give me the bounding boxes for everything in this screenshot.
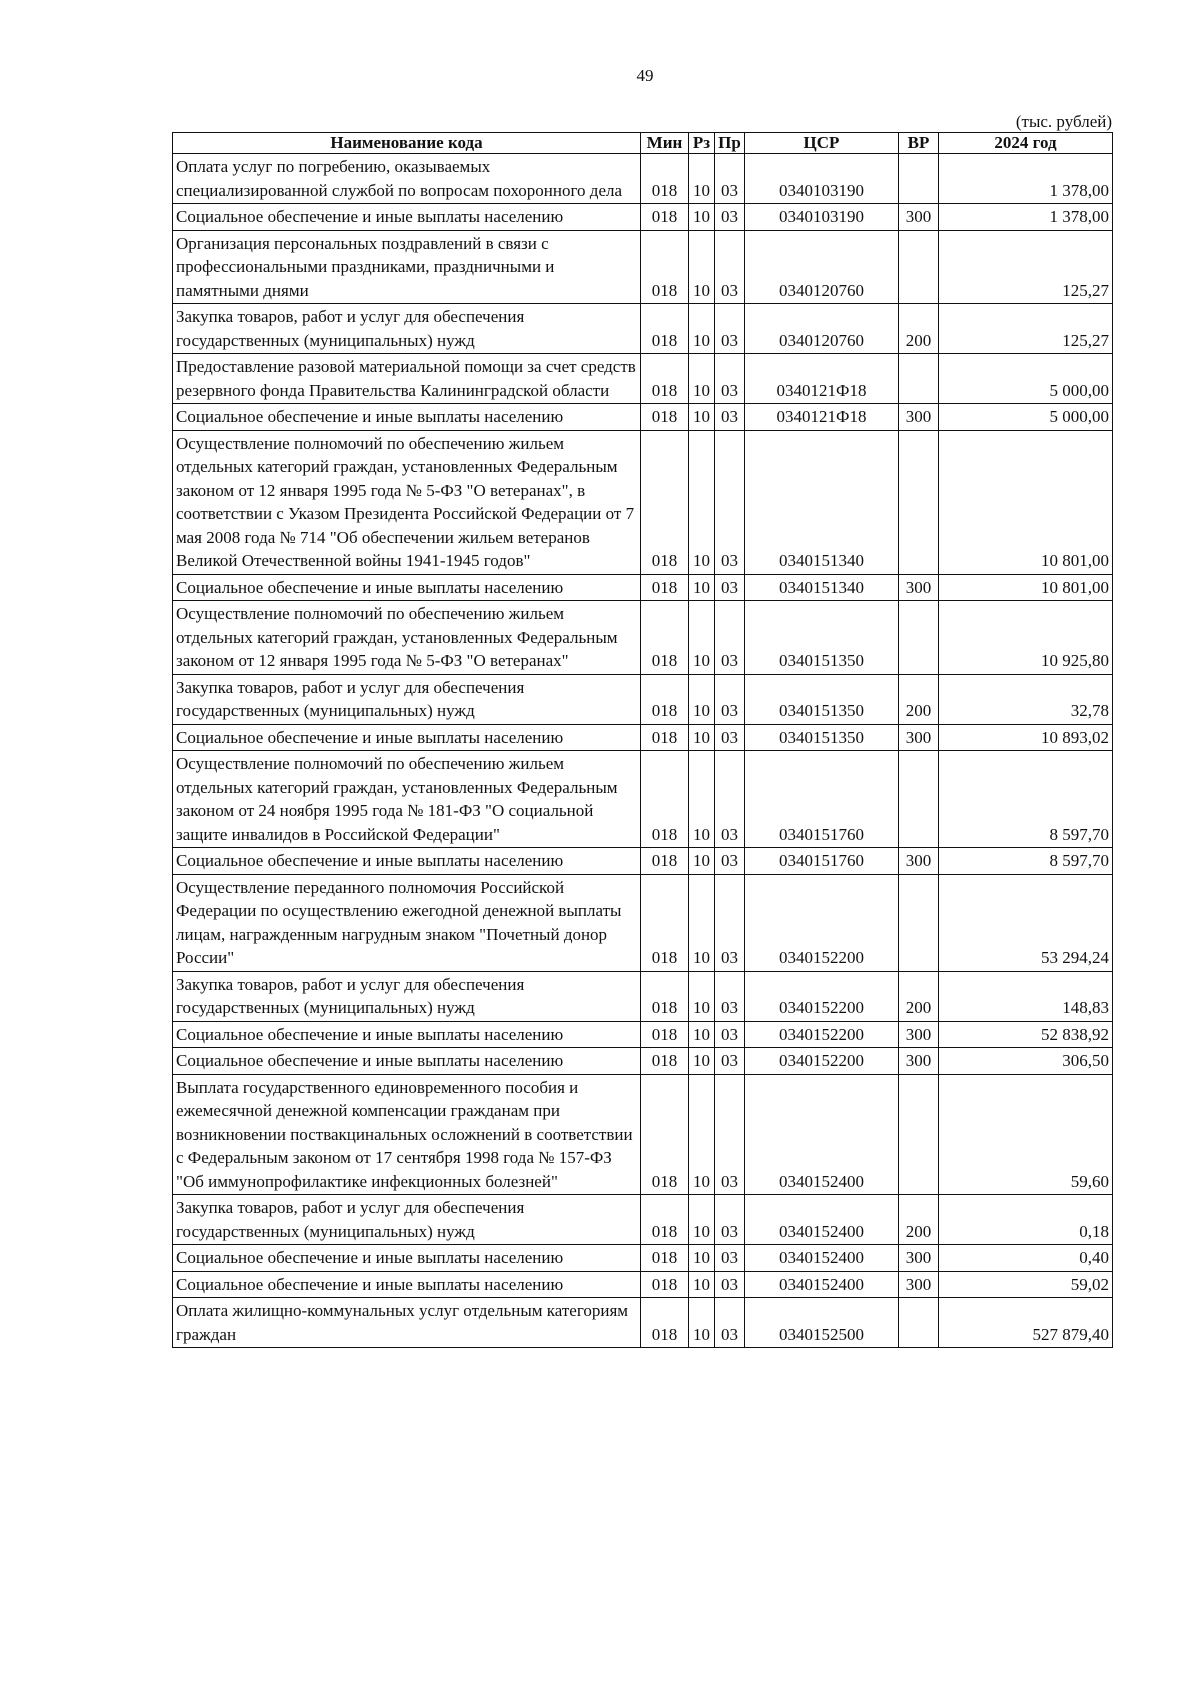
header-vr: ВР bbox=[899, 133, 939, 154]
cell-vr: 300 bbox=[899, 1048, 939, 1075]
cell-vr bbox=[899, 154, 939, 204]
table-body bbox=[173, 154, 1113, 1348]
cell-vr bbox=[899, 874, 939, 971]
cell-name: Предоставление разовой материальной помощи за счет средств резервного фонда Правительства Калининградской области bbox=[173, 354, 641, 404]
cell-rz: 10 bbox=[689, 971, 715, 1021]
cell-amount: 52 838,92 bbox=[939, 1021, 1113, 1048]
cell-vr: 300 bbox=[899, 574, 939, 601]
cell-name: Социальное обеспечение и иные выплаты населению bbox=[173, 204, 641, 231]
cell-csr: 0340121Ф18 bbox=[745, 354, 899, 404]
cell-csr: 0340152400 bbox=[745, 1195, 899, 1245]
table-row bbox=[173, 1271, 1113, 1298]
cell-vr: 200 bbox=[899, 1195, 939, 1245]
table-row bbox=[173, 674, 1113, 724]
cell-name: Социальное обеспечение и иные выплаты населению bbox=[173, 1245, 641, 1272]
cell-csr: 0340152500 bbox=[745, 1298, 899, 1348]
cell-csr: 0340120760 bbox=[745, 304, 899, 354]
cell-vr bbox=[899, 354, 939, 404]
cell-rz: 10 bbox=[689, 404, 715, 431]
cell-name: Социальное обеспечение и иные выплаты населению bbox=[173, 724, 641, 751]
cell-vr bbox=[899, 1298, 939, 1348]
cell-min: 018 bbox=[641, 1074, 689, 1195]
cell-pr: 03 bbox=[715, 601, 745, 675]
table-row bbox=[173, 971, 1113, 1021]
cell-vr: 300 bbox=[899, 204, 939, 231]
cell-pr: 03 bbox=[715, 724, 745, 751]
cell-csr: 0340103190 bbox=[745, 204, 899, 231]
cell-amount: 10 801,00 bbox=[939, 574, 1113, 601]
header-name: Наименование кода bbox=[173, 133, 641, 154]
cell-vr: 200 bbox=[899, 674, 939, 724]
cell-amount: 10 801,00 bbox=[939, 430, 1113, 574]
cell-min: 018 bbox=[641, 404, 689, 431]
cell-csr: 0340151340 bbox=[745, 574, 899, 601]
cell-name: Закупка товаров, работ и услуг для обеспечения государственных (муниципальных) нужд bbox=[173, 674, 641, 724]
cell-min: 018 bbox=[641, 154, 689, 204]
cell-csr: 0340151350 bbox=[745, 724, 899, 751]
cell-rz: 10 bbox=[689, 1074, 715, 1195]
cell-vr: 200 bbox=[899, 971, 939, 1021]
cell-amount: 125,27 bbox=[939, 230, 1113, 304]
cell-amount: 1 378,00 bbox=[939, 204, 1113, 231]
cell-min: 018 bbox=[641, 204, 689, 231]
table-row bbox=[173, 751, 1113, 848]
cell-vr bbox=[899, 601, 939, 675]
units-label: (тыс. рублей) bbox=[1015, 112, 1112, 131]
cell-min: 018 bbox=[641, 1271, 689, 1298]
cell-csr: 0340103190 bbox=[745, 154, 899, 204]
cell-name: Оплата жилищно-коммунальных услуг отдельным категориям граждан bbox=[173, 1298, 641, 1348]
cell-csr: 0340151350 bbox=[745, 601, 899, 675]
cell-pr: 03 bbox=[715, 354, 745, 404]
table-row bbox=[173, 1074, 1113, 1195]
cell-rz: 10 bbox=[689, 601, 715, 675]
cell-rz: 10 bbox=[689, 204, 715, 231]
cell-amount: 59,60 bbox=[939, 1074, 1113, 1195]
header-rz: Рз bbox=[689, 133, 715, 154]
cell-rz: 10 bbox=[689, 1195, 715, 1245]
cell-min: 018 bbox=[641, 354, 689, 404]
cell-csr: 0340152400 bbox=[745, 1245, 899, 1272]
cell-min: 018 bbox=[641, 1195, 689, 1245]
cell-rz: 10 bbox=[689, 1021, 715, 1048]
cell-rz: 10 bbox=[689, 304, 715, 354]
cell-rz: 10 bbox=[689, 751, 715, 848]
cell-min: 018 bbox=[641, 1021, 689, 1048]
cell-amount: 5 000,00 bbox=[939, 354, 1113, 404]
cell-name: Закупка товаров, работ и услуг для обеспечения государственных (муниципальных) нужд bbox=[173, 304, 641, 354]
cell-pr: 03 bbox=[715, 404, 745, 431]
cell-name: Закупка товаров, работ и услуг для обеспечения государственных (муниципальных) нужд bbox=[173, 971, 641, 1021]
cell-pr: 03 bbox=[715, 1298, 745, 1348]
cell-pr: 03 bbox=[715, 1021, 745, 1048]
table-row bbox=[173, 154, 1113, 204]
cell-rz: 10 bbox=[689, 874, 715, 971]
cell-amount: 125,27 bbox=[939, 304, 1113, 354]
cell-min: 018 bbox=[641, 1245, 689, 1272]
cell-vr: 200 bbox=[899, 304, 939, 354]
cell-rz: 10 bbox=[689, 848, 715, 875]
table-row bbox=[173, 354, 1113, 404]
cell-rz: 10 bbox=[689, 1048, 715, 1075]
cell-pr: 03 bbox=[715, 304, 745, 354]
cell-csr: 0340152200 bbox=[745, 874, 899, 971]
cell-name: Социальное обеспечение и иные выплаты населению bbox=[173, 1021, 641, 1048]
table-row bbox=[173, 304, 1113, 354]
cell-csr: 0340152200 bbox=[745, 1021, 899, 1048]
cell-vr: 300 bbox=[899, 724, 939, 751]
cell-csr: 0340151760 bbox=[745, 751, 899, 848]
cell-min: 018 bbox=[641, 574, 689, 601]
cell-name: Социальное обеспечение и иные выплаты населению bbox=[173, 1048, 641, 1075]
cell-amount: 306,50 bbox=[939, 1048, 1113, 1075]
cell-name: Социальное обеспечение и иные выплаты населению bbox=[173, 848, 641, 875]
cell-vr: 300 bbox=[899, 404, 939, 431]
cell-amount: 0,40 bbox=[939, 1245, 1113, 1272]
cell-amount: 5 000,00 bbox=[939, 404, 1113, 431]
page-number: 49 bbox=[636, 66, 654, 85]
header-min: Мин bbox=[641, 133, 689, 154]
cell-amount: 10 925,80 bbox=[939, 601, 1113, 675]
cell-pr: 03 bbox=[715, 971, 745, 1021]
cell-rz: 10 bbox=[689, 1298, 715, 1348]
table-row bbox=[173, 204, 1113, 231]
table-row bbox=[173, 874, 1113, 971]
header-pr: Пр bbox=[715, 133, 745, 154]
cell-rz: 10 bbox=[689, 154, 715, 204]
cell-pr: 03 bbox=[715, 1271, 745, 1298]
cell-pr: 03 bbox=[715, 751, 745, 848]
cell-csr: 0340121Ф18 bbox=[745, 404, 899, 431]
table-row bbox=[173, 574, 1113, 601]
cell-pr: 03 bbox=[715, 230, 745, 304]
cell-amount: 8 597,70 bbox=[939, 751, 1113, 848]
table-row bbox=[173, 724, 1113, 751]
cell-amount: 59,02 bbox=[939, 1271, 1113, 1298]
cell-csr: 0340151350 bbox=[745, 674, 899, 724]
cell-min: 018 bbox=[641, 1048, 689, 1075]
cell-pr: 03 bbox=[715, 430, 745, 574]
cell-pr: 03 bbox=[715, 848, 745, 875]
cell-csr: 0340152400 bbox=[745, 1271, 899, 1298]
cell-pr: 03 bbox=[715, 1074, 745, 1195]
cell-pr: 03 bbox=[715, 1195, 745, 1245]
cell-min: 018 bbox=[641, 674, 689, 724]
cell-amount: 10 893,02 bbox=[939, 724, 1113, 751]
cell-min: 018 bbox=[641, 1298, 689, 1348]
cell-rz: 10 bbox=[689, 724, 715, 751]
cell-rz: 10 bbox=[689, 1271, 715, 1298]
table-row bbox=[173, 1048, 1113, 1075]
cell-rz: 10 bbox=[689, 354, 715, 404]
table-row bbox=[173, 601, 1113, 675]
cell-name: Осуществление полномочий по обеспечению жильем отдельных категорий граждан, установленных Федеральным законом от 24 ноября 1995 года № 181-ФЗ "О социальной защите инвалидов в Российской Федерации" bbox=[173, 751, 641, 848]
cell-name: Осуществление переданного полномочия Российской Федерации по осуществлению ежегодной денежной выплаты лицам, награжденным нагрудным знаком "Почетный донор России" bbox=[173, 874, 641, 971]
table-row bbox=[173, 1298, 1113, 1348]
cell-name: Закупка товаров, работ и услуг для обеспечения государственных (муниципальных) нужд bbox=[173, 1195, 641, 1245]
table-row bbox=[173, 1245, 1113, 1272]
cell-vr bbox=[899, 751, 939, 848]
cell-name: Осуществление полномочий по обеспечению жильем отдельных категорий граждан, установленных Федеральным законом от 12 января 1995 года № 5-ФЗ "О ветеранах", в соответствии с Указом Президента Российской Федерации от 7 мая 2008 года № 714 "Об обеспечении жильем ветеранов Великой Отечественной войны 1941-1945 годов" bbox=[173, 430, 641, 574]
table-row bbox=[173, 1021, 1113, 1048]
cell-pr: 03 bbox=[715, 204, 745, 231]
cell-name: Оплата услуг по погребению, оказываемых специализированной службой по вопросам похоронного дела bbox=[173, 154, 641, 204]
header-year: 2024 год bbox=[939, 133, 1113, 154]
cell-rz: 10 bbox=[689, 674, 715, 724]
cell-name: Организация персональных поздравлений в связи с профессиональными праздниками, праздничными и памятными днями bbox=[173, 230, 641, 304]
table-header-row bbox=[173, 133, 1113, 154]
cell-vr bbox=[899, 1074, 939, 1195]
cell-vr: 300 bbox=[899, 1271, 939, 1298]
cell-min: 018 bbox=[641, 601, 689, 675]
cell-pr: 03 bbox=[715, 574, 745, 601]
cell-min: 018 bbox=[641, 724, 689, 751]
cell-min: 018 bbox=[641, 751, 689, 848]
cell-pr: 03 bbox=[715, 874, 745, 971]
cell-pr: 03 bbox=[715, 1048, 745, 1075]
cell-amount: 53 294,24 bbox=[939, 874, 1113, 971]
cell-vr: 300 bbox=[899, 848, 939, 875]
table-row bbox=[173, 404, 1113, 431]
table-row bbox=[173, 1195, 1113, 1245]
cell-amount: 8 597,70 bbox=[939, 848, 1113, 875]
cell-min: 018 bbox=[641, 230, 689, 304]
cell-csr: 0340151760 bbox=[745, 848, 899, 875]
cell-min: 018 bbox=[641, 971, 689, 1021]
cell-vr bbox=[899, 230, 939, 304]
cell-name: Осуществление полномочий по обеспечению жильем отдельных категорий граждан, установленных Федеральным законом от 12 января 1995 года № 5-ФЗ "О ветеранах" bbox=[173, 601, 641, 675]
header-csr: ЦСР bbox=[745, 133, 899, 154]
cell-rz: 10 bbox=[689, 574, 715, 601]
table-row bbox=[173, 230, 1113, 304]
cell-name: Социальное обеспечение и иные выплаты населению bbox=[173, 1271, 641, 1298]
cell-amount: 527 879,40 bbox=[939, 1298, 1113, 1348]
cell-rz: 10 bbox=[689, 430, 715, 574]
cell-csr: 0340152200 bbox=[745, 971, 899, 1021]
cell-min: 018 bbox=[641, 874, 689, 971]
table-row bbox=[173, 430, 1113, 574]
cell-amount: 148,83 bbox=[939, 971, 1113, 1021]
cell-amount: 32,78 bbox=[939, 674, 1113, 724]
cell-pr: 03 bbox=[715, 1245, 745, 1272]
cell-name: Социальное обеспечение и иные выплаты населению bbox=[173, 574, 641, 601]
cell-csr: 0340152200 bbox=[745, 1048, 899, 1075]
table-row bbox=[173, 848, 1113, 875]
budget-table bbox=[172, 132, 1113, 1348]
cell-rz: 10 bbox=[689, 230, 715, 304]
cell-csr: 0340120760 bbox=[745, 230, 899, 304]
cell-vr: 300 bbox=[899, 1021, 939, 1048]
cell-csr: 0340151340 bbox=[745, 430, 899, 574]
cell-min: 018 bbox=[641, 304, 689, 354]
cell-name: Социальное обеспечение и иные выплаты населению bbox=[173, 404, 641, 431]
cell-pr: 03 bbox=[715, 154, 745, 204]
cell-vr bbox=[899, 430, 939, 574]
cell-vr: 300 bbox=[899, 1245, 939, 1272]
cell-csr: 0340152400 bbox=[745, 1074, 899, 1195]
cell-name: Выплата государственного единовременного пособия и ежемесячной денежной компенсации гражданам при возникновении поствакцинальных осложнений в соответствии с Федеральным законом от 17 сентября 1998 года № 157-ФЗ "Об иммунопрофилактике инфекционных болезней" bbox=[173, 1074, 641, 1195]
cell-min: 018 bbox=[641, 848, 689, 875]
cell-pr: 03 bbox=[715, 674, 745, 724]
cell-amount: 1 378,00 bbox=[939, 154, 1113, 204]
cell-min: 018 bbox=[641, 430, 689, 574]
cell-rz: 10 bbox=[689, 1245, 715, 1272]
cell-amount: 0,18 bbox=[939, 1195, 1113, 1245]
